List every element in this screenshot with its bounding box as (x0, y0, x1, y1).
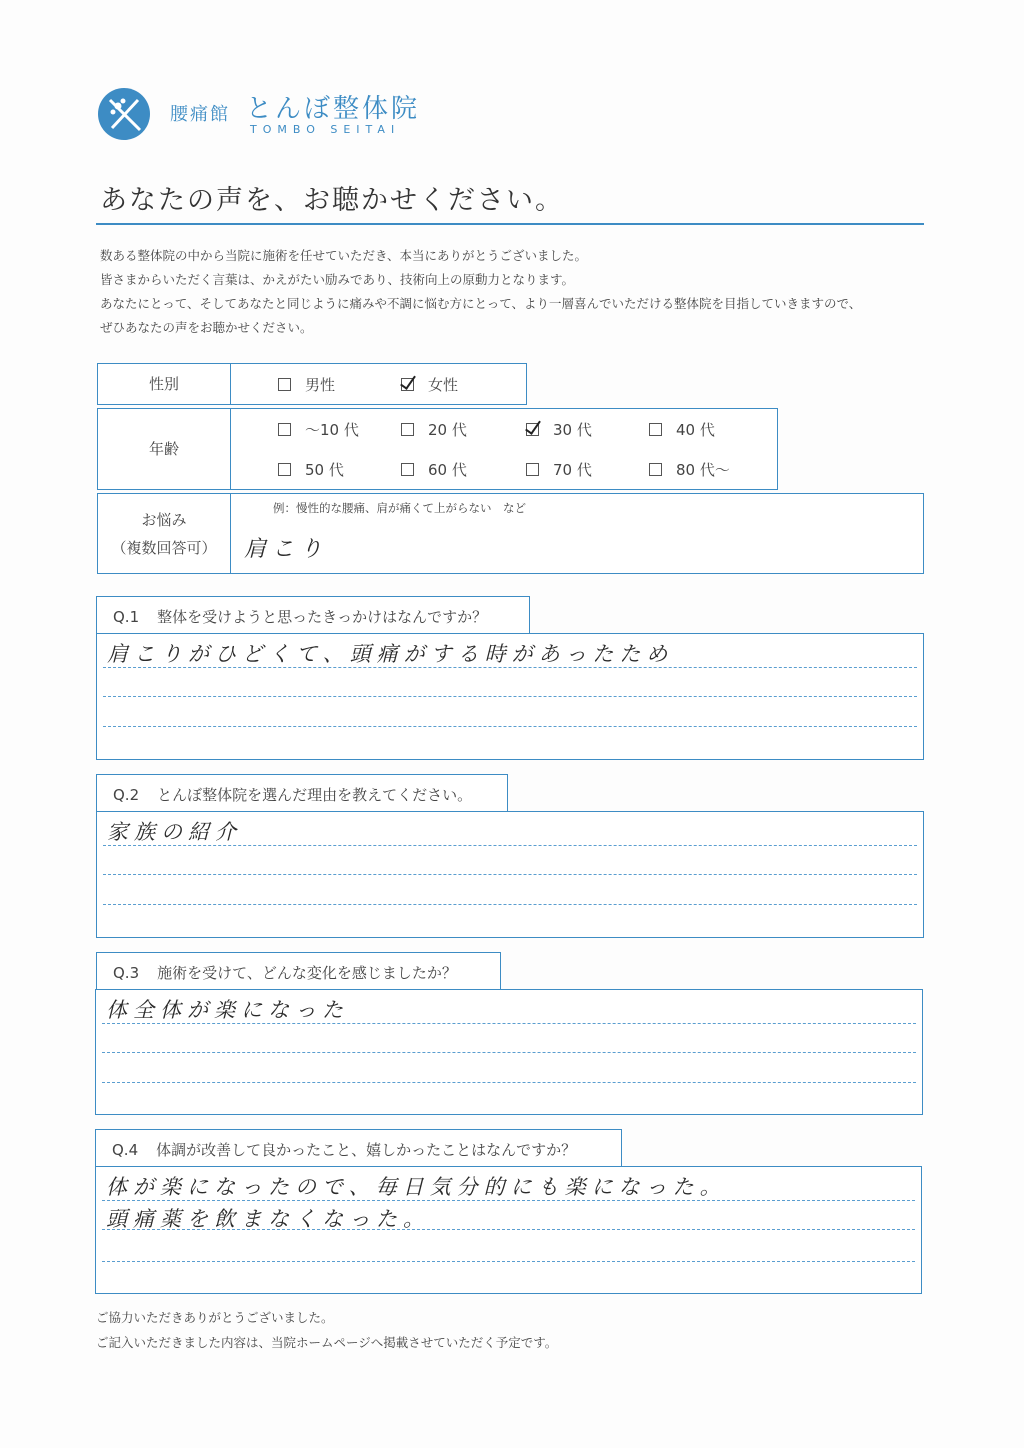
intro-line-1: 数ある整体院の中から当院に施術を任せていただき、本当にありがとうございました。 (100, 248, 588, 263)
age-option-40s[interactable]: 40 代 (649, 419, 715, 440)
age-option-20s[interactable]: 20 代 (401, 419, 467, 440)
intro-line-4: ぜひあなたの声をお聴かせください。 (100, 320, 313, 335)
checkbox-male[interactable] (278, 378, 291, 391)
age-row (97, 408, 778, 490)
checkbox-age-80s[interactable] (649, 463, 662, 476)
clinic-name: とんぼ整体院 (246, 94, 421, 124)
answer-1-box[interactable] (96, 633, 924, 760)
checkbox-age-60s[interactable] (401, 463, 414, 476)
answer-3-line-1: 体全体が楽になった (106, 998, 349, 1022)
title-underline (96, 223, 924, 225)
question-3-tab: Q.3 施術を受けて、どんな変化を感じましたか？ (96, 952, 501, 990)
concern-row (97, 493, 924, 574)
checkbox-age-20s[interactable] (401, 423, 414, 436)
intro-line-3: あなたにとって、そしてあなたと同じように痛みや不調に悩む方にとって、より一層喜んでいただける整体院を目指していきますので、 (100, 296, 862, 311)
answer-2-box[interactable] (96, 811, 924, 938)
checkbox-age-10s[interactable] (278, 423, 291, 436)
answer-3-box[interactable] (95, 989, 923, 1115)
question-2-tab: Q.2 とんぼ整体院を選んだ理由を教えてください。 (96, 774, 508, 812)
answer-4-line-2: 頭痛薬を飲まなくなった。 (106, 1207, 430, 1231)
question-4-text: 体調が改善して良かったこと、嬉しかったことはなんですか？ (156, 1141, 577, 1159)
age-option-70s[interactable]: 70 代 (526, 459, 592, 480)
intro-line-2: 皆さまからいただく言葉は、かえがたい励みであり、技術向上の原動力となります。 (100, 272, 575, 287)
answer-2-line-1: 家族の紹介 (107, 820, 242, 844)
answer-4-box[interactable] (95, 1166, 922, 1294)
question-1-text: 整体を受けようと思ったきっかけはなんですか？ (157, 608, 488, 626)
concern-example: 例：慢性的な腰痛、肩が痛くて上がらない など (273, 501, 526, 515)
question-1-tab: Q.1 整体を受けようと思ったきっかけはなんですか？ (96, 596, 530, 634)
page-title: あなたの声を、お聴かせください。 (100, 185, 564, 216)
checkbox-age-70s[interactable] (526, 463, 539, 476)
question-2-text: とんぼ整体院を選んだ理由を教えてください。 (157, 786, 473, 804)
gender-label: 性別 (98, 364, 231, 404)
footer-thanks: ご協力いただきありがとうございました。 (96, 1310, 334, 1325)
answer-4-line-1: 体が楽になったので、毎日気分的にも楽になった。 (106, 1175, 727, 1199)
clinic-roman: TOMBO SEITAI (250, 123, 401, 136)
footer-notice: ご記入いただきました内容は、当院ホームページへ掲載させていただく予定です。 (96, 1335, 558, 1350)
question-3-text: 施術を受けて、どんな変化を感じましたか？ (157, 964, 457, 982)
checkbox-age-30s[interactable] (526, 423, 539, 436)
gender-option-female[interactable]: 女性 (401, 374, 458, 395)
age-option-30s[interactable]: 30 代 (526, 419, 592, 440)
clinic-logo (98, 88, 150, 140)
answer-1-line-1: 肩こりがひどくて、頭痛がする時があったため (107, 642, 674, 666)
age-option-10s[interactable]: 〜10 代 (278, 419, 359, 440)
clinic-prefix: 腰痛館 (170, 104, 230, 125)
age-option-50s[interactable]: 50 代 (278, 459, 344, 480)
checkbox-age-50s[interactable] (278, 463, 291, 476)
age-option-80s[interactable]: 80 代〜 (649, 459, 730, 480)
gender-option-male[interactable]: 男性 (278, 374, 335, 395)
concern-answer[interactable]: 肩こり (244, 537, 329, 562)
gender-row (97, 363, 527, 405)
checkbox-female[interactable] (401, 378, 414, 391)
dragonfly-logo-icon (98, 88, 150, 140)
concern-label: お悩み （複数回答可） (98, 494, 231, 573)
checkbox-age-40s[interactable] (649, 423, 662, 436)
question-4-tab: Q.4 体調が改善して良かったこと、嬉しかったことはなんですか？ (95, 1129, 622, 1167)
age-label: 年齢 (98, 409, 231, 489)
age-option-60s[interactable]: 60 代 (401, 459, 467, 480)
